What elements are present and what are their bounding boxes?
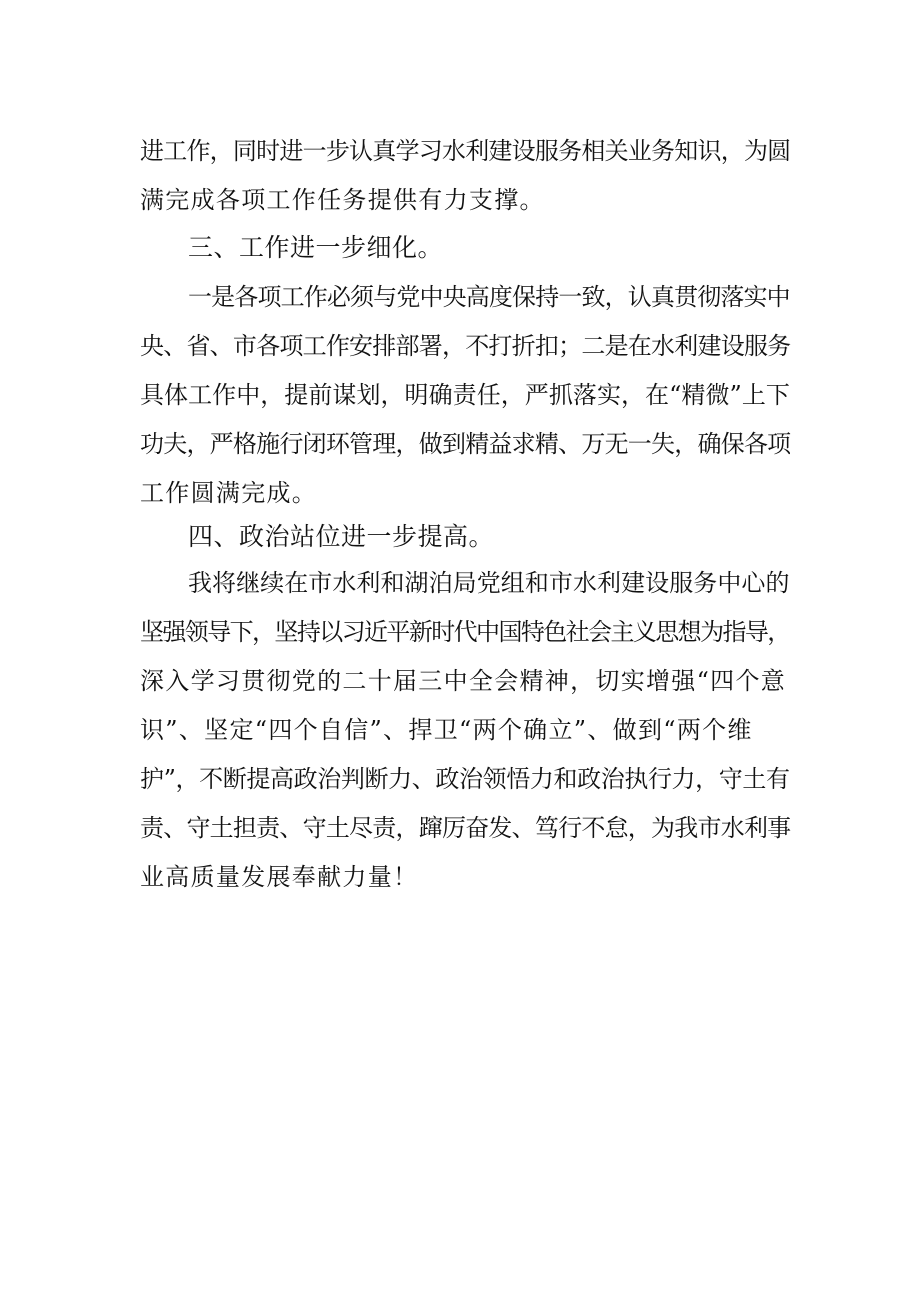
body-text-line: 坚强领导下，坚持以习近平新时代中国特色社会主义思想为指导， [140, 618, 790, 646]
body-text-line: 央、省、市各项工作安排部署，不打折扣；二是在水利建设服务 [140, 332, 791, 360]
body-text-line: 业高质量发展奉献力量！ [140, 863, 419, 891]
body-text-line: 满完成各项工作任务提供有力支撑。 [140, 186, 545, 214]
body-text-line: 我将继续在市水利和湖泊局党组和市水利建设服务中心的 [188, 569, 790, 597]
body-text-line: 护”，不断提高政治判断力、政治领悟力和政治执行力，守土有 [140, 765, 790, 793]
body-text-line: 具体工作中，提前谋划，明确责任，严抓落实，在“精微”上下 [140, 381, 790, 409]
section-heading-3: 三、工作进一步细化。 [188, 233, 444, 262]
body-text-line: 一是各项工作必须与党中央高度保持一致，认真贯彻落实中 [188, 283, 790, 311]
body-text-line: 工作圆满完成。 [140, 479, 318, 507]
body-text-line: 深入学习贯彻党的二十届三中全会精神，切实增强“四个意 [140, 667, 787, 695]
section-heading-4: 四、政治站位进一步提高。 [188, 522, 495, 551]
body-text-line: 识”、坚定“四个自信”、捍卫“两个确立”、做到“两个维 [140, 716, 753, 744]
body-text-line: 功夫，严格施行闭环管理，做到精益求精、万无一失，确保各项 [140, 430, 791, 458]
body-text-line: 责、守土担责、守土尽责，蹿厉奋发、笃行不怠，为我市水利事 [140, 814, 791, 842]
body-text-line: 进工作，同时进一步认真学习水利建设服务相关业务知识，为圆 [140, 137, 791, 165]
